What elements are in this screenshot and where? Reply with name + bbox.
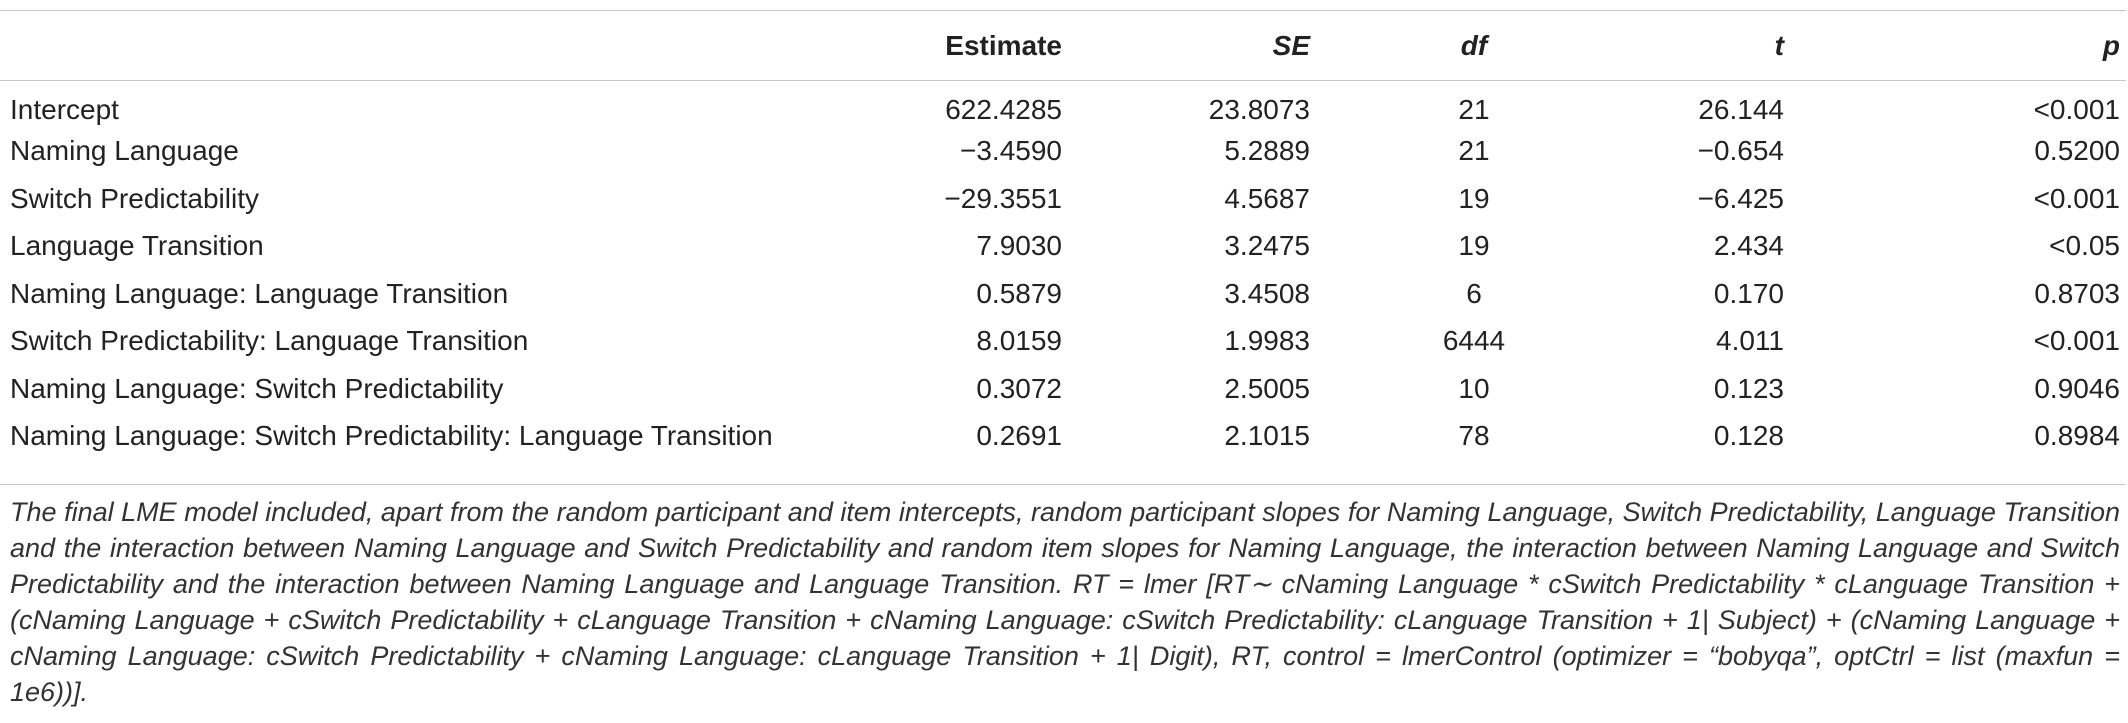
cell-se: 1.9983: [1224, 325, 1310, 357]
table-row: [0, 365, 2126, 413]
cell-p: 0.8984: [2034, 420, 2120, 452]
cell-se: 3.2475: [1224, 230, 1310, 262]
table-row: [0, 175, 2126, 223]
cell-p: <0.001: [2033, 182, 2120, 214]
cell-df: 6: [1466, 277, 1482, 309]
cell-df: 10: [1458, 372, 1490, 404]
table-row: [0, 318, 2126, 366]
cell-estimate: 0.5879: [976, 277, 1062, 309]
cell-df: 21: [1458, 135, 1490, 167]
header-df: df: [1460, 29, 1488, 61]
cell-estimate: −29.3551: [944, 182, 1062, 214]
cell-t: 4.011: [1716, 325, 1784, 357]
table-row: [0, 270, 2126, 318]
table-row: [0, 413, 2126, 461]
cell-estimate: 0.3072: [976, 372, 1062, 404]
cell-p: 0.8703: [2034, 277, 2120, 309]
header-effect: [0, 11, 800, 80]
cell-p: 0.9046: [2034, 372, 2120, 404]
header-p: p: [2102, 29, 2120, 61]
cell-df: 21: [1458, 93, 1490, 125]
cell-se: 2.5005: [1224, 372, 1310, 404]
cell-p: <0.05: [2049, 230, 2120, 262]
cell-se: 3.4508: [1224, 277, 1310, 309]
cell-df: 19: [1458, 230, 1490, 262]
cell-p: <0.001: [2033, 325, 2120, 357]
cell-estimate: 8.0159: [976, 325, 1062, 357]
cell-effect: Switch Predictability: Language Transition: [10, 325, 529, 357]
cell-df: 6444: [1442, 325, 1506, 357]
cell-effect: Naming Language: Switch Predictability: [10, 372, 504, 404]
header-row: [0, 11, 2126, 80]
cell-t: −6.425: [1697, 182, 1784, 214]
cell-df: 78: [1458, 420, 1490, 452]
cell-t: 2.434: [1713, 230, 1784, 262]
header-estimate: Estimate: [945, 29, 1062, 61]
table-row: [0, 80, 2126, 128]
cell-effect: Naming Language: Language Transition: [10, 277, 509, 309]
table-row: [0, 128, 2126, 176]
cell-t: 0.128: [1713, 420, 1784, 452]
cell-estimate: 0.2691: [976, 420, 1062, 452]
cell-se: 4.5687: [1224, 182, 1310, 214]
cell-p: 0.5200: [2034, 135, 2120, 167]
table-footnote: The final LME model included, apart from the random participant and item intercepts, random participant slopes for Naming Language, Switch Predictability, Language Transition and the interaction between Naming Language and Switch Predictability and random item slopes for Naming Language, the interaction between Naming Language and Switch Predictability and the interaction between Naming Language and Language Transition. RT = lmer [RT∼ cNaming Language * cSwitch Predictability * cLanguage Transition + (cNaming Language + cSwitch Predictability + cLanguage Transition + cNaming Language: cSwitch Predictability: cLanguage Transition + 1| Subject) + (cNaming Language + cNaming Language: cSwitch Predictability + cNaming Language: cLanguage Transition + 1| Digit), RT, control = lmerControl (optimizer = “bobyqa”, optCtrl = list (maxfun = 1e6))].: [10, 497, 2120, 707]
cell-se: 23.8073: [1208, 93, 1310, 125]
cell-t: 0.123: [1713, 372, 1784, 404]
cell-se: 2.1015: [1224, 420, 1310, 452]
cell-effect: Naming Language: [10, 135, 239, 167]
cell-se: 5.2889: [1224, 135, 1310, 167]
cell-effect: Naming Language: Switch Predictability: Language Transition: [10, 420, 773, 452]
cell-df: 19: [1458, 182, 1490, 214]
cell-estimate: 7.9030: [976, 230, 1062, 262]
cell-effect: Switch Predictability: [10, 182, 259, 214]
header-t: t: [1774, 29, 1784, 61]
cell-estimate: 622.4285: [945, 93, 1062, 125]
cell-estimate: −3.4590: [960, 135, 1062, 167]
bottom-rule: [0, 484, 2126, 485]
cell-effect: Language Transition: [10, 230, 264, 262]
results-table: [0, 11, 2126, 460]
cell-p: <0.001: [2033, 93, 2120, 125]
header-se: SE: [1272, 29, 1310, 61]
cell-t: 0.170: [1713, 277, 1784, 309]
cell-t: 26.144: [1698, 93, 1784, 125]
cell-t: −0.654: [1697, 135, 1784, 167]
table-row: [0, 223, 2126, 271]
cell-effect: Intercept: [10, 93, 119, 125]
